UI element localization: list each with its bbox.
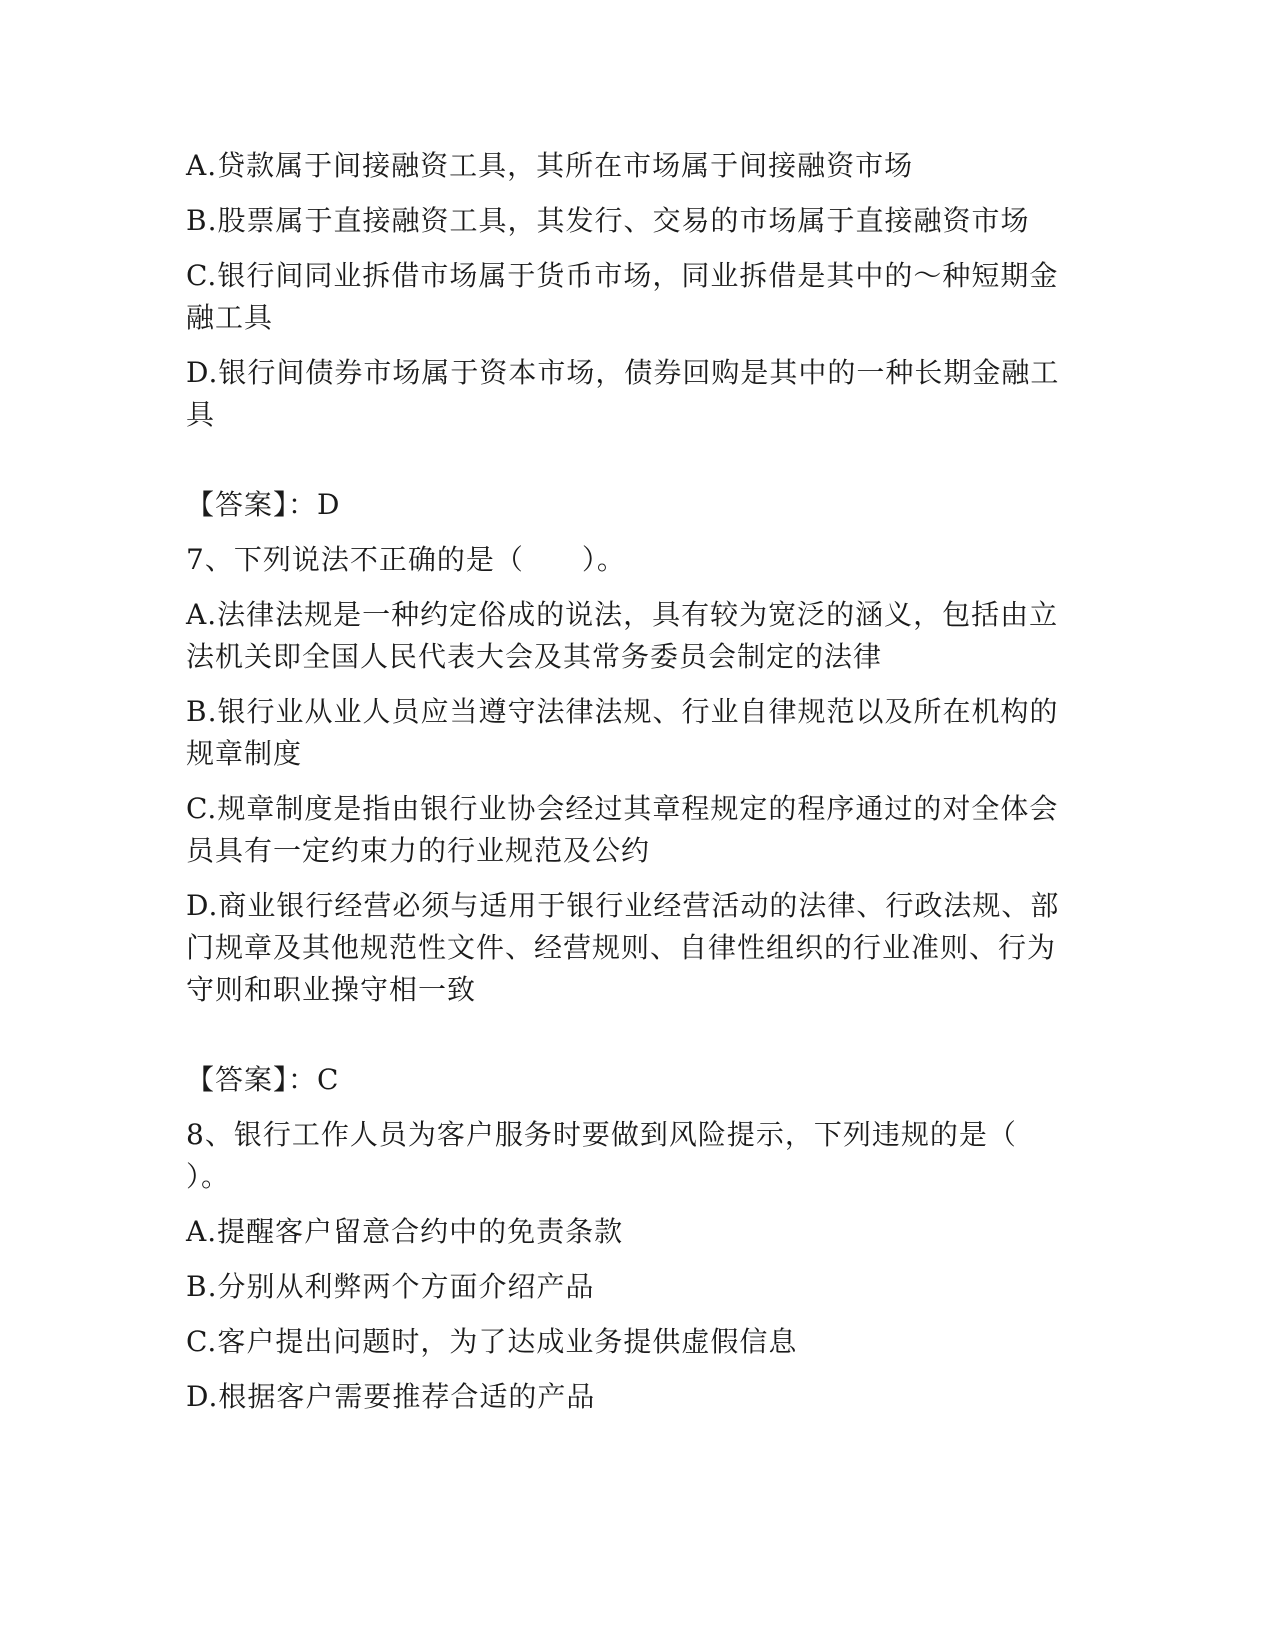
text-line: 融工具: [186, 301, 274, 334]
text-line: A.法律法规是一种约定俗成的说法，具有较为宽泛的涵义，包括由立: [186, 598, 1059, 631]
q7-option-c: [186, 788, 1066, 872]
q8-option-b: [186, 1266, 1066, 1308]
text-line: A.贷款属于间接融资工具，其所在市场属于间接融资市场: [186, 149, 914, 182]
q6-option-b: [186, 200, 1066, 242]
text-line: 员具有一定约束力的行业规范及公约: [186, 834, 651, 867]
q7-answer: [186, 1059, 1066, 1101]
q7-stem: [186, 539, 1066, 581]
text-line: B.银行业从业人员应当遵守法律法规、行业自律规范以及所在机构的: [186, 695, 1059, 728]
text-line: D.商业银行经营必须与适用于银行业经营活动的法律、行政法规、部: [186, 889, 1060, 922]
text-line: D.银行间债券市场属于资本市场，债券回购是其中的一种长期金融工: [186, 356, 1060, 389]
q6-answer: [186, 484, 1066, 526]
q8-option-a: [186, 1211, 1066, 1253]
q7-option-b: [186, 691, 1066, 775]
question-stem: 7、下列说法不正确的是（ ）。: [186, 543, 626, 576]
answer-line: 【答案】：C: [186, 1063, 340, 1096]
text-line: D.根据客户需要推荐合适的产品: [186, 1380, 596, 1413]
text-line: B.分别从利弊两个方面介绍产品: [186, 1270, 595, 1303]
text-line: C.客户提出问题时，为了达成业务提供虚假信息: [186, 1325, 798, 1358]
q8-stem: [186, 1114, 1066, 1198]
q8-option-d: [186, 1376, 1066, 1418]
text-line: 规章制度: [186, 737, 303, 770]
q7-option-a: [186, 594, 1066, 678]
question-stem: ）。: [186, 1160, 231, 1193]
question-stem: 8、银行工作人员为客户服务时要做到风险提示，下列违规的是（: [186, 1118, 1017, 1151]
text-line: 门规章及其他规范性文件、经营规则、自律性组织的行业准则、行为: [186, 931, 1057, 964]
q7-option-d: [186, 885, 1066, 1011]
text-line: C.银行间同业拆借市场属于货币市场，同业拆借是其中的～种短期金: [186, 259, 1059, 292]
text-line: B.股票属于直接融资工具，其发行、交易的市场属于直接融资市场: [186, 204, 1030, 237]
q6-option-c: [186, 255, 1066, 339]
text-line: A.提醒客户留意合约中的免责条款: [186, 1215, 624, 1248]
q8-option-c: [186, 1321, 1066, 1363]
text-line: 具: [186, 398, 216, 431]
text-line: C.规章制度是指由银行业协会经过其章程规定的程序通过的对全体会: [186, 792, 1059, 825]
q6-option-a: [186, 145, 1066, 187]
document-content: [186, 145, 1066, 1418]
q6-option-d: [186, 352, 1066, 436]
text-line: 守则和职业操守相一致: [186, 973, 477, 1006]
answer-line: 【答案】：D: [186, 488, 341, 521]
text-line: 法机关即全国人民代表大会及其常务委员会制定的法律: [186, 640, 883, 673]
